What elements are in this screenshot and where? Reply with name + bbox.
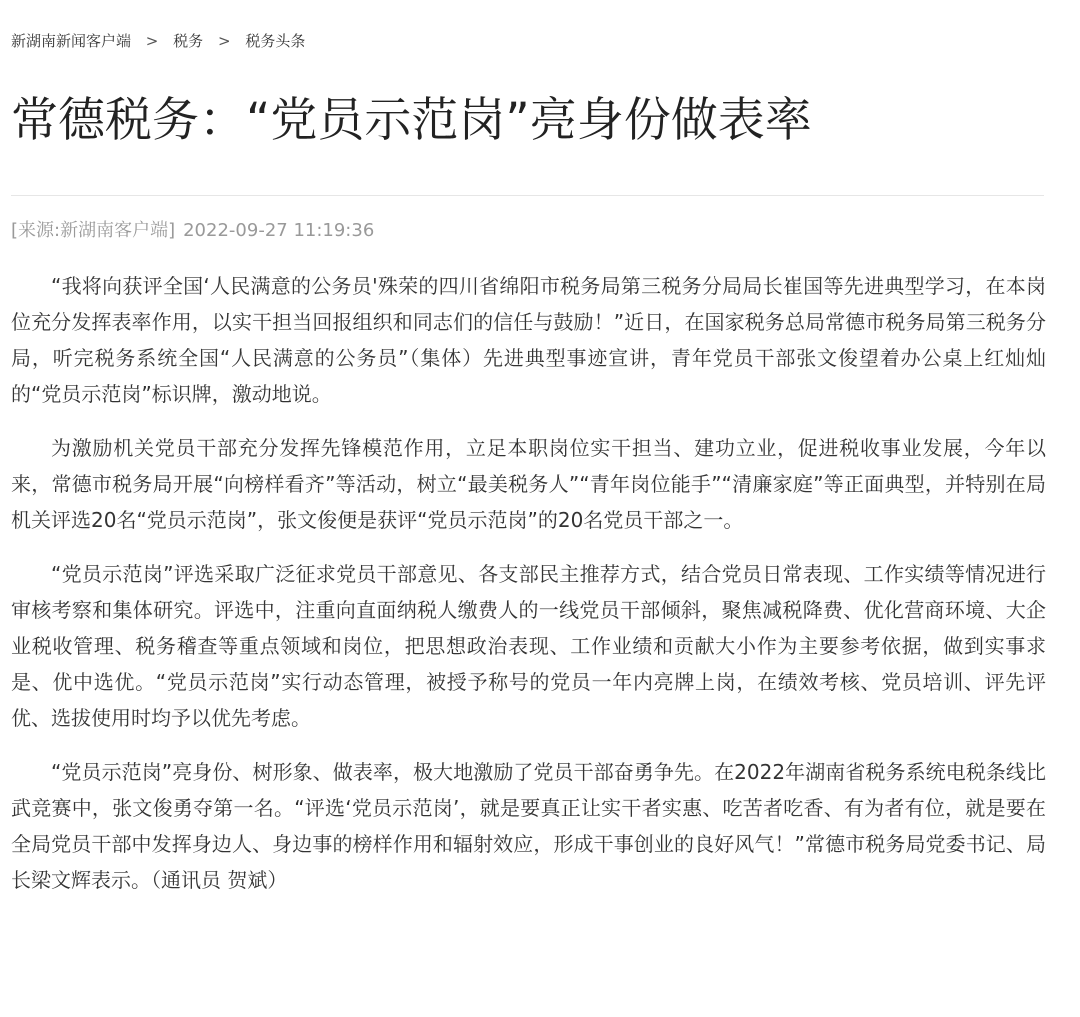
- article-paragraph: “我将向获评全国‘人民满意的公务员'殊荣的四川省绵阳市税务局第三税务分局局长崔国等先进典型学习，在本岗位充分发挥表率作用，以实干担当回报组织和同志们的信任与鼓励！”近日，在国家税务总局常德市税务局第三税务分局，听完税务系统全国“人民满意的公务员”（集体）先进典型事迹宣讲，青年党员干部张文俊望着办公桌上红灿灿的“党员示范岗”标识牌，激动地说。: [11, 274, 1046, 406]
- article-datetime: 2022-09-27 11:19:36: [183, 220, 375, 241]
- article-title: 常德税务：“党员示范岗”亮身份做表率: [11, 93, 812, 148]
- breadcrumb-tax-headlines-link[interactable]: 税务头条: [245, 32, 306, 50]
- breadcrumb-separator: >: [217, 32, 231, 50]
- article-paragraph: “党员示范岗”亮身份、树形象、做表率，极大地激励了党员干部奋勇争先。在2022年湖南省税务系统电税条线比武竞赛中，张文俊勇夺第一名。“评选‘党员示范岗’，就是要真正让实干者实惠、吃苦者吃香、有为者有位，就是要在全局党员干部中发挥身边人、身边事的榜样作用和辐射效应，形成干事创业的良好风气！”常德市税务局党委书记、局长梁文辉表示。（通讯员 贺斌）: [11, 760, 1046, 892]
- breadcrumb-home-link[interactable]: 新湖南新闻客户端: [11, 32, 132, 50]
- article-meta: [11, 218, 374, 244]
- article-body: [11, 268, 1046, 916]
- article-source: [来源:新湖南客户端]: [11, 220, 176, 241]
- title-divider: [11, 195, 1044, 196]
- breadcrumb: [11, 30, 305, 52]
- breadcrumb-tax-link[interactable]: 税务: [173, 32, 204, 50]
- breadcrumb-separator: >: [145, 32, 159, 50]
- article-paragraph: “党员示范岗”评选采取广泛征求党员干部意见、各支部民主推荐方式，结合党员日常表现、工作实绩等情况进行审核考察和集体研究。评选中，注重向直面纳税人缴费人的一线党员干部倾斜，聚焦减税降费、优化营商环境、大企业税收管理、税务稽查等重点领域和岗位，把思想政治表现、工作业绩和贡献大小作为主要参考依据，做到实事求是、优中选优。“党员示范岗”实行动态管理，被授予称号的党员一年内亮牌上岗，在绩效考核、党员培训、评先评优、选拔使用时均予以优先考虑。: [11, 562, 1046, 730]
- article-paragraph: 为激励机关党员干部充分发挥先锋模范作用，立足本职岗位实干担当、建功立业，促进税收事业发展，今年以来，常德市税务局开展“向榜样看齐”等活动，树立“最美税务人”“青年岗位能手”“清廉家庭”等正面典型，并特别在局机关评选20名“党员示范岗”，张文俊便是获评“党员示范岗”的20名党员干部之一。: [11, 436, 1046, 532]
